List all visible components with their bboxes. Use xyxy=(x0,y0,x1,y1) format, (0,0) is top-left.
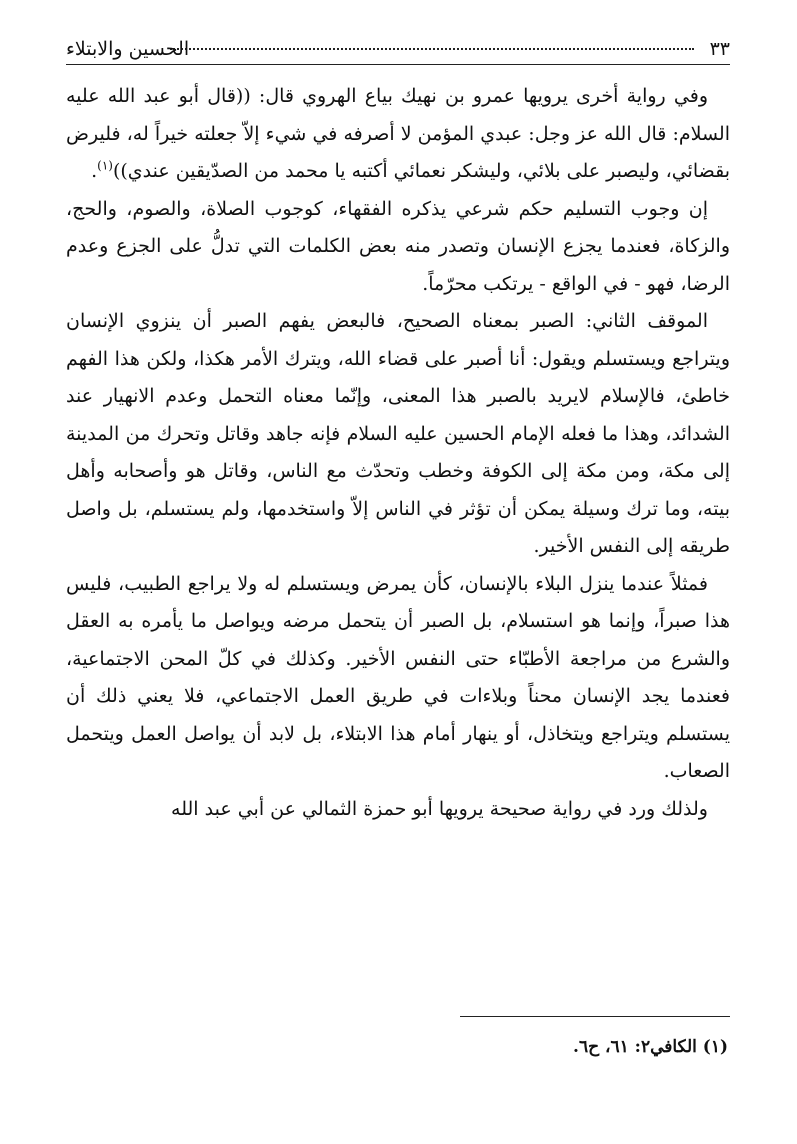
paragraph-4: فمثلاً عندما ينزل البلاء بالإنسان، كأن يمرض ويستسلم له ولا يراجع الطبيب، فليس هذا صبراً، وإنما هو استسلام، بل الصبر أن يتحمل مرضه ويواصل ما يأمره به العقل والشرع من مراجعة الأطبّاء حتى النفس الأخير. وكذلك في كلّ المحن الاجتماعية، فعندما يجد الإنسان محناً وبلاءات في طريق العمل الاجتماعي، فلا يعني ذلك أن يستسلم ويتراجع ويتخاذل، أو ينهار أمام هذا الابتلاء، بل لابد أن يواصل العمل ويتحمل الصعاب. xyxy=(66,572,730,782)
footnote-marker: (١) xyxy=(97,158,113,173)
footnote-rule xyxy=(460,1016,730,1017)
footnote: (١) الكافي٢: ٦١، ح٦. xyxy=(573,1037,728,1057)
paragraph-5: ولذلك ورد في رواية صحيحة يرويها أبو حمزة الثمالي عن أبي عبد الله xyxy=(171,797,708,820)
paragraph-1-text: وفي رواية أخرى يرويها عمرو بن نهيك بياع الهروي قال: ((قال أبو عبد الله عليه السلام: قال الله عز وجل: عبدي المؤمن لا أصرفه في شيء إلاّ جعلته خيراً له، فليرض بقضائي، وليصبر على بلائي، وليشكر نعمائي أكتبه يا محمد من الصدّيقين عندي)) xyxy=(66,85,730,182)
paragraph-2: إن وجوب التسليم حكم شرعي يذكره الفقهاء، كوجوب الصلاة، والصوم، والحج، والزكاة، فعندما يجزع الإنسان وتصدر منه بعض الكلمات التي تدلُّ على الجزع وعدم الرضا، فهو - في الواقع - يرتكب محرّماً. xyxy=(66,197,730,295)
body-text xyxy=(66,78,730,828)
paragraph-1: وفي رواية أخرى يرويها عمرو بن نهيك بياع الهروي قال: ((قال أبو عبد الله عليه السلام: قال الله عز وجل: عبدي المؤمن لا أصرفه في شيء إلاّ جعلته خيراً له، فليرض بقضائي، وليصبر على بلائي، وليشكر نعمائي أكتبه يا محمد من الصدّيقين عندي))$^{(١)}$. xyxy=(66,85,730,182)
header-dot-leader xyxy=(170,48,694,50)
header-rule xyxy=(66,64,730,65)
page-number: ٣٣ xyxy=(709,38,730,60)
paragraph-3: الموقف الثاني: الصبر بمعناه الصحيح، فالبعض يفهم الصبر أن ينزوي الإنسان ويتراجع ويستسلم ويقول: أنا أصبر على قضاء الله، ويترك الأمر هكذا، ولكن هذا الفهم خاطئ، فالإسلام لايريد بالصبر هذا المعنى، وإنّما معناه التحمل وعدم الانهيار عند الشدائد، وهذا ما فعله الإمام الحسين عليه السلام فإنه جاهد وقاتل وتحرك من المدينة إلى مكة، ومن مكة إلى الكوفة وخطب وتحدّث مع الناس، وقاتل هو وأصحابه وأهل بيته، وما ترك وسيلة يمكن أن تؤثر في الناس إلاّ واستخدمها، ولم يستسلم، بل واصل طريقه إلى النفس الأخير. xyxy=(66,310,730,557)
chapter-title: الحسين والابتلاء xyxy=(66,38,190,60)
running-header xyxy=(66,36,730,62)
